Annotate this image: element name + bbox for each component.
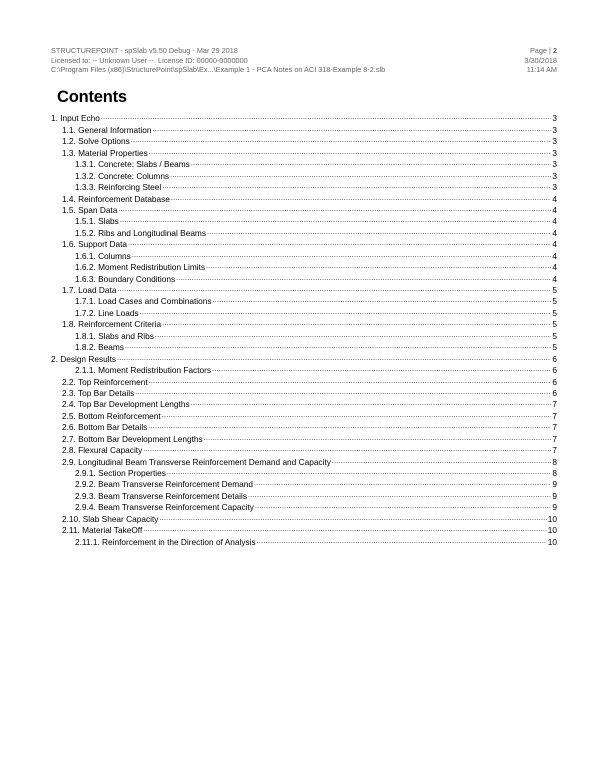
- toc-entry[interactable]: [51, 192, 557, 203]
- toc-entry-page: 7: [552, 445, 557, 456]
- toc-entry[interactable]: [51, 375, 557, 386]
- toc-entry-label: 1. Input Echo: [51, 113, 100, 124]
- toc-entry-page: 4: [552, 250, 557, 261]
- toc-entry[interactable]: [51, 387, 557, 398]
- toc-entry[interactable]: [51, 421, 557, 432]
- toc-entry[interactable]: [51, 284, 557, 295]
- toc-entry-page: 4: [552, 239, 557, 250]
- toc-entry[interactable]: [51, 295, 557, 306]
- toc-entry[interactable]: [51, 123, 557, 134]
- toc-leader-dots: [257, 537, 547, 547]
- toc-leader-dots: [149, 377, 552, 387]
- toc-entry-page: 3: [552, 159, 557, 170]
- toc-entry-label: 2.9. Longitudinal Beam Transverse Reinforcement Demand and Capacity: [62, 456, 331, 467]
- toc-entry[interactable]: [51, 501, 557, 512]
- toc-leader-dots: [132, 251, 552, 261]
- toc-entry-page: 5: [552, 319, 557, 330]
- toc-entry-page: 4: [552, 273, 557, 284]
- toc-leader-dots: [125, 342, 551, 352]
- toc-entry-page: 4: [552, 193, 557, 204]
- toc-leader-dots: [248, 491, 551, 501]
- toc-entry-page: 7: [552, 399, 557, 410]
- toc-entry-page: 6: [552, 376, 557, 387]
- toc-entry-label: 1.6.3. Boundary Conditions: [75, 273, 176, 284]
- toc-leader-dots: [176, 274, 551, 284]
- toc-entry-page: 4: [552, 262, 557, 273]
- toc-entry[interactable]: [51, 249, 557, 260]
- toc-entry-label: 2.4. Top Bar Development Lengths: [62, 399, 190, 410]
- toc-entry-page: 3: [552, 124, 557, 135]
- toc-leader-dots: [152, 125, 551, 135]
- toc-entry-label: 2.9.1. Section Properties: [75, 468, 166, 478]
- toc-leader-dots: [135, 388, 551, 398]
- toc-entry[interactable]: [51, 146, 557, 157]
- toc-leader-dots: [101, 113, 551, 123]
- toc-entry-page: 5: [552, 342, 557, 353]
- toc-entry[interactable]: [51, 318, 557, 329]
- toc-entry-label: 1.7. Load Data: [62, 285, 117, 295]
- toc-entry-page: 4: [552, 216, 557, 227]
- toc-entry[interactable]: [51, 364, 557, 375]
- toc-entry[interactable]: [51, 478, 557, 489]
- page-number: 2: [552, 46, 557, 55]
- toc-entry-page: 8: [552, 456, 557, 467]
- toc-leader-dots: [149, 148, 552, 158]
- toc-leader-dots: [120, 216, 552, 226]
- toc-entry[interactable]: [51, 272, 557, 283]
- toc-entry-label: 2.3. Top Bar Details: [62, 387, 135, 398]
- toc-leader-dots: [171, 194, 551, 204]
- toc-leader-dots: [117, 354, 551, 364]
- header-row-1: [51, 46, 557, 56]
- toc-leader-dots: [159, 514, 546, 524]
- toc-entry[interactable]: [51, 135, 557, 146]
- toc-entry-label: 2.1.1. Moment Redistribution Factors: [75, 365, 212, 376]
- toc-leader-dots: [162, 411, 552, 421]
- toc-leader-dots: [155, 331, 552, 341]
- print-date: 3/30/2018: [524, 55, 557, 65]
- toc-entry-label: 1.7.2. Line Loads: [75, 307, 139, 318]
- toc-entry[interactable]: [51, 444, 557, 455]
- toc-leader-dots: [148, 422, 551, 432]
- toc-entry[interactable]: [51, 341, 557, 352]
- toc-entry-page: 5: [552, 330, 557, 341]
- toc-entry-label: 1.3.2. Concrete: Columns: [75, 170, 170, 181]
- toc-entry[interactable]: [51, 352, 557, 363]
- page-label: Page |: [529, 46, 553, 55]
- toc-entry-label: 1.1. General Information: [62, 124, 152, 135]
- toc-entry-page: 5: [552, 285, 557, 295]
- toc-leader-dots: [213, 296, 552, 306]
- toc-entry[interactable]: [51, 226, 557, 237]
- contents-title: Contents: [57, 88, 127, 106]
- toc-leader-dots: [207, 228, 551, 238]
- toc-leader-dots: [143, 445, 551, 455]
- toc-entry-page: 5: [552, 296, 557, 307]
- toc-entry-label: 1.5. Span Data: [62, 204, 118, 215]
- toc-leader-dots: [167, 468, 552, 478]
- toc-leader-dots: [212, 365, 551, 375]
- toc-entry-page: 4: [552, 227, 557, 238]
- toc-entry-page: 7: [552, 422, 557, 433]
- toc-entry-label: 1.2. Solve Options: [62, 136, 130, 147]
- toc-entry-label: 1.3. Material Properties: [62, 147, 148, 158]
- toc-entry-page: 10: [547, 513, 557, 524]
- toc-entry[interactable]: [51, 112, 557, 123]
- toc-entry-page: 6: [552, 387, 557, 398]
- toc-entry[interactable]: [51, 215, 557, 226]
- toc-entry-label: 1.3.1. Concrete: Slabs / Beams: [75, 159, 190, 170]
- toc-leader-dots: [255, 502, 551, 512]
- toc-entry[interactable]: [51, 306, 557, 317]
- toc-entry-page: 7: [552, 433, 557, 444]
- toc-entry[interactable]: [51, 432, 557, 443]
- toc-leader-dots: [332, 457, 552, 467]
- toc-entry-page: 5: [552, 307, 557, 318]
- toc-entry-page: 3: [552, 147, 557, 158]
- toc-entry-label: 2.2. Top Reinforcement: [62, 376, 148, 387]
- toc-leader-dots: [118, 205, 551, 215]
- page-indicator: [530, 46, 557, 56]
- toc-entry[interactable]: [51, 329, 557, 340]
- toc-entry-label: 2.5. Bottom Reinforcement: [62, 410, 161, 421]
- toc-entry[interactable]: [51, 524, 557, 535]
- toc-entry[interactable]: [51, 204, 557, 215]
- toc-entry-label: 2.9.3. Beam Transverse Reinforcement Details: [75, 490, 248, 501]
- toc-leader-dots: [162, 182, 551, 192]
- toc-leader-dots: [128, 239, 551, 249]
- toc-entry-page: 9: [552, 490, 557, 501]
- toc-entry-label: 2.9.2. Beam Transverse Reinforcement Demand: [75, 479, 254, 490]
- toc-entry-label: 2. Design Results: [51, 353, 117, 364]
- file-path: C:\Program Files (x86)\StructurePoint\spSlab\Ex...\Example 1 - PCA Notes on ACI 318-Example 8-2.slb: [51, 65, 386, 75]
- toc-entry[interactable]: [51, 261, 557, 272]
- toc-leader-dots: [117, 285, 551, 295]
- toc-leader-dots: [170, 171, 551, 181]
- print-time: 11:14 AM: [526, 65, 557, 75]
- header-row-2: [51, 56, 557, 66]
- page-header: [51, 46, 557, 75]
- toc-entry-label: 2.7. Bottom Bar Development Lengths: [62, 433, 203, 444]
- toc-entry-page: 10: [547, 536, 557, 547]
- toc-entry[interactable]: [51, 489, 557, 500]
- toc-entry-label: 1.6.2. Moment Redistribution Limits: [75, 262, 206, 273]
- toc-leader-dots: [140, 308, 552, 318]
- toc-entry[interactable]: [51, 169, 557, 180]
- toc-entry[interactable]: [51, 238, 557, 249]
- toc-entry-label: 1.3.3. Reinforcing Steel: [75, 182, 162, 193]
- toc-entry-label: 1.7.1. Load Cases and Combinations: [75, 296, 212, 307]
- toc-entry[interactable]: [51, 158, 557, 169]
- toc-entry-label: 2.11.1. Reinforcement in the Direction of Analysis: [75, 536, 256, 547]
- toc-entry-label: 2.9.4. Beam Transverse Reinforcement Capacity: [75, 502, 254, 513]
- toc-leader-dots: [206, 262, 551, 272]
- toc-leader-dots: [204, 434, 552, 444]
- toc-entry-label: 1.6.1. Columns: [75, 250, 131, 261]
- license-info: Licensed to: -- Unknown User --. License ID: 00000-0000000: [51, 55, 248, 65]
- toc-entry-label: 1.8.1. Slabs and Ribs: [75, 330, 154, 341]
- toc-entry[interactable]: [51, 467, 557, 478]
- toc-entry-page: 6: [552, 353, 557, 364]
- toc-leader-dots: [162, 319, 551, 329]
- toc-entry[interactable]: [51, 512, 557, 523]
- toc-entry-label: 1.6. Support Data: [62, 239, 128, 250]
- toc-entry-page: 3: [552, 136, 557, 147]
- toc-entry-page: 8: [552, 468, 557, 478]
- toc-entry[interactable]: [51, 181, 557, 192]
- toc-entry-label: 1.5.2. Ribs and Longitudinal Beams: [75, 227, 206, 238]
- toc-leader-dots: [254, 479, 551, 489]
- toc-entry-label: 2.8. Flexural Capacity: [62, 445, 143, 456]
- table-of-contents: [51, 112, 557, 547]
- toc-entry[interactable]: [51, 455, 557, 466]
- toc-entry-label: 1.5.1. Slabs: [75, 216, 119, 227]
- program-info: STRUCTUREPOINT - spSlab v5.50 Debug - Mar 29 2018: [51, 46, 238, 55]
- toc-leader-dots: [131, 136, 552, 146]
- toc-entry[interactable]: [51, 409, 557, 420]
- toc-entry-page: 3: [552, 170, 557, 181]
- toc-entry[interactable]: [51, 535, 557, 546]
- toc-entry-page: 7: [552, 410, 557, 421]
- toc-entry-label: 2.6. Bottom Bar Details: [62, 422, 148, 433]
- toc-entry-page: 10: [547, 525, 557, 536]
- toc-leader-dots: [143, 525, 547, 535]
- toc-leader-dots: [191, 399, 552, 409]
- toc-entry-label: 2.10. Slab Shear Capacity: [62, 513, 159, 524]
- toc-entry-page: 6: [552, 365, 557, 376]
- toc-entry-page: 4: [552, 204, 557, 215]
- toc-entry-page: 3: [552, 113, 557, 124]
- toc-entry-page: 9: [552, 479, 557, 490]
- toc-entry-label: 1.4. Reinforcement Database: [62, 193, 170, 204]
- toc-entry-page: 9: [552, 502, 557, 513]
- toc-entry-label: 2.11. Material TakeOff: [62, 525, 143, 536]
- toc-leader-dots: [191, 159, 552, 169]
- header-row-3: [51, 65, 557, 75]
- toc-entry-label: 1.8.2. Beams: [75, 342, 124, 353]
- toc-entry-label: 1.8. Reinforcement Criteria: [62, 319, 162, 330]
- toc-entry-page: 3: [552, 182, 557, 193]
- toc-entry[interactable]: [51, 398, 557, 409]
